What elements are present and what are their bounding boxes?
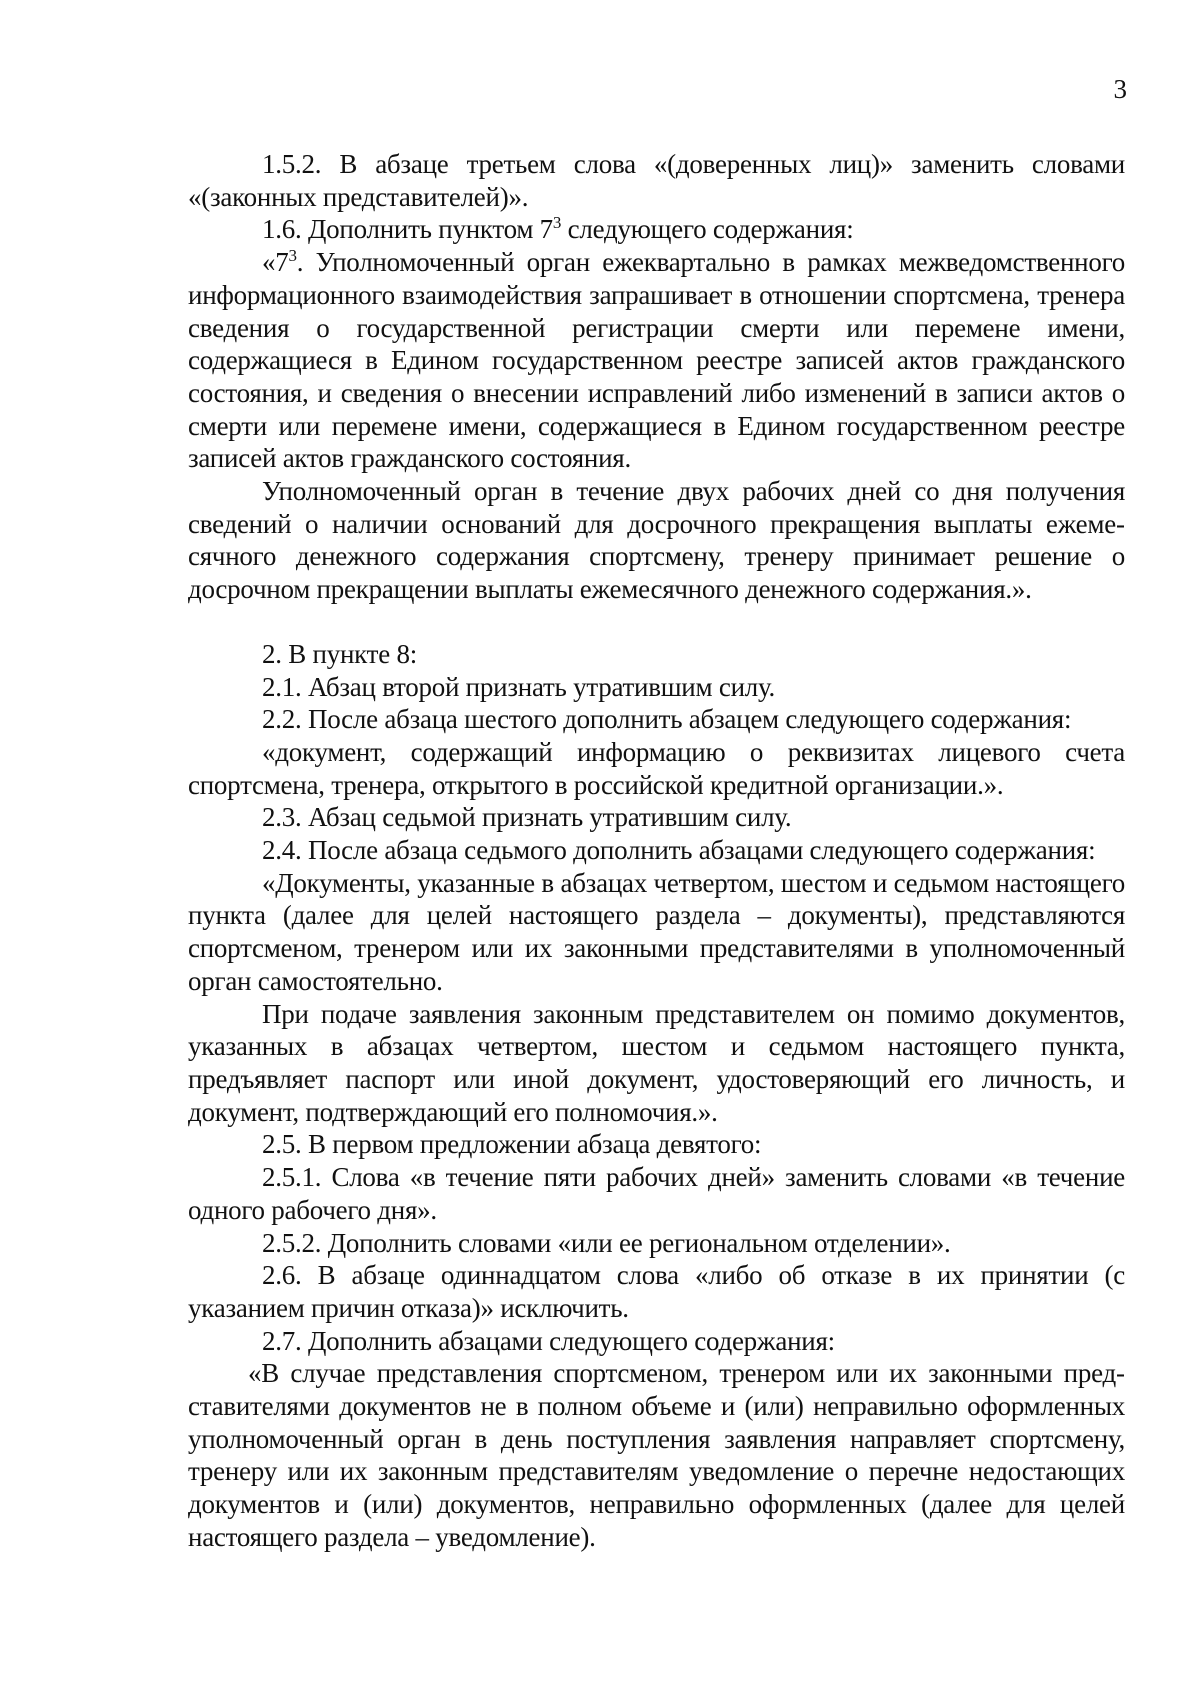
paragraph-2-4-quote-2: При подаче заявления законным представителем он помимо документов, указанных в абзацах четвертом, шестом и седьмом настоящего пункта, предъявляет паспорт или иной документ, удостоверяющий его личность, и документ, подтверждающий его полномочия.». [188, 998, 1125, 1127]
paragraph-2-6: 2.6. В абзаце одиннадцатом слова «либо об отказе в их принятии (с указанием причин отказа)» исключить. [188, 1260, 1125, 1323]
paragraph-2-2-quote: «документ, содержащий информацию о реквизитах лицевого счета спортсмена, тренера, открытого в российской кредитной организации.». [188, 736, 1125, 800]
paragraph-2-5-1: 2.5.1. Слова «в течение пяти рабочих дней» заменить словами «в течение одного рабочего дня». [188, 1162, 1125, 1225]
paragraph-2-3: 2.3. Абзац седьмой признать утратившим силу. [262, 802, 792, 833]
paragraph-1-5-2: 1.5.2. В абзаце третьем слова «(доверенных лиц)» заменить словами «(законных представителей)». [188, 149, 1125, 212]
paragraph-2: 2. В пункте 8: [262, 638, 417, 669]
paragraph-2-5: 2.5. В первом предложении абзаца девятого: [262, 1129, 762, 1160]
paragraph-2-4-quote-1: «Документы, указанные в абзацах четвертом, шестом и седьмом настоящего пункта (далее для целей настоящего раздела – документы), представляются спортсменом, тренером или их законными представителями в уполномоченный орган самостоятельно. [188, 867, 1125, 996]
paragraph-1-6 [188, 213, 1125, 246]
paragraph-2-1: 2.1. Абзац второй признать утратившим силу. [262, 671, 776, 702]
paragraph-1-6-tail: следующего содержания: [561, 214, 854, 245]
paragraph-2-4: 2.4. После абзаца седьмого дополнить абзацами следующего содержания: [262, 835, 1096, 866]
paragraph-2-5-2: 2.5.2. Дополнить словами «или ее региональном отделении». [262, 1227, 951, 1258]
paragraph-1-6-text: 1.6. Дополнить пунктом 7 [262, 214, 553, 245]
paragraph-2-2: 2.2. После абзаца шестого дополнить абзацем следующего содержания: [262, 704, 1072, 735]
paragraph-7-3 [188, 246, 1125, 475]
paragraph-7-3-lead: «7 [262, 247, 289, 278]
paragraph-2-7-quote: «В случае представления спортсменом, тренером или их законными представителями документов не в полном объеме и (или) неправильно оформленных уполномоченный орган в день поступления заявления направляет спортсмену, тренеру или их законным представителям уведомление о перечне недостающих документов и (или) документов, неправильно оформленных (далее для целей настоящего раздела – уведомление). [188, 1358, 1125, 1552]
paragraph-early-termination: Уполномоченный орган в течение двух рабочих дней со дня получения сведений о наличии оснований для досрочного прекращения выплаты ежемесячного денежного содержания спортсмену, тренеру принимает решение о досрочном прекращении выплаты ежемесячного денежного содержания.». [188, 476, 1125, 605]
superscript-3: 3 [288, 246, 297, 266]
paragraph-7-3-text: . Уполномоченный орган ежеквартально в рамках межведомственного информационного взаимодействия запрашивает в отношении спортсмена, тренера сведения о государственной регистрации смерти или перемене имени, содержащиеся в Едином государственном реестре записей актов гражданского состояния, и сведения о внесении исправлений либо изменений в записи актов о смерти или перемене имени, содержащиеся в Едином государственном реестре записей актов гражданского состояния. [188, 247, 1125, 474]
page-number: 3 [1113, 74, 1127, 104]
paragraph-2-7: 2.7. Дополнить абзацами следующего содержания: [262, 1325, 835, 1356]
paragraph-gap [188, 606, 1125, 638]
document-body [188, 148, 1125, 1554]
superscript-3: 3 [552, 213, 562, 233]
